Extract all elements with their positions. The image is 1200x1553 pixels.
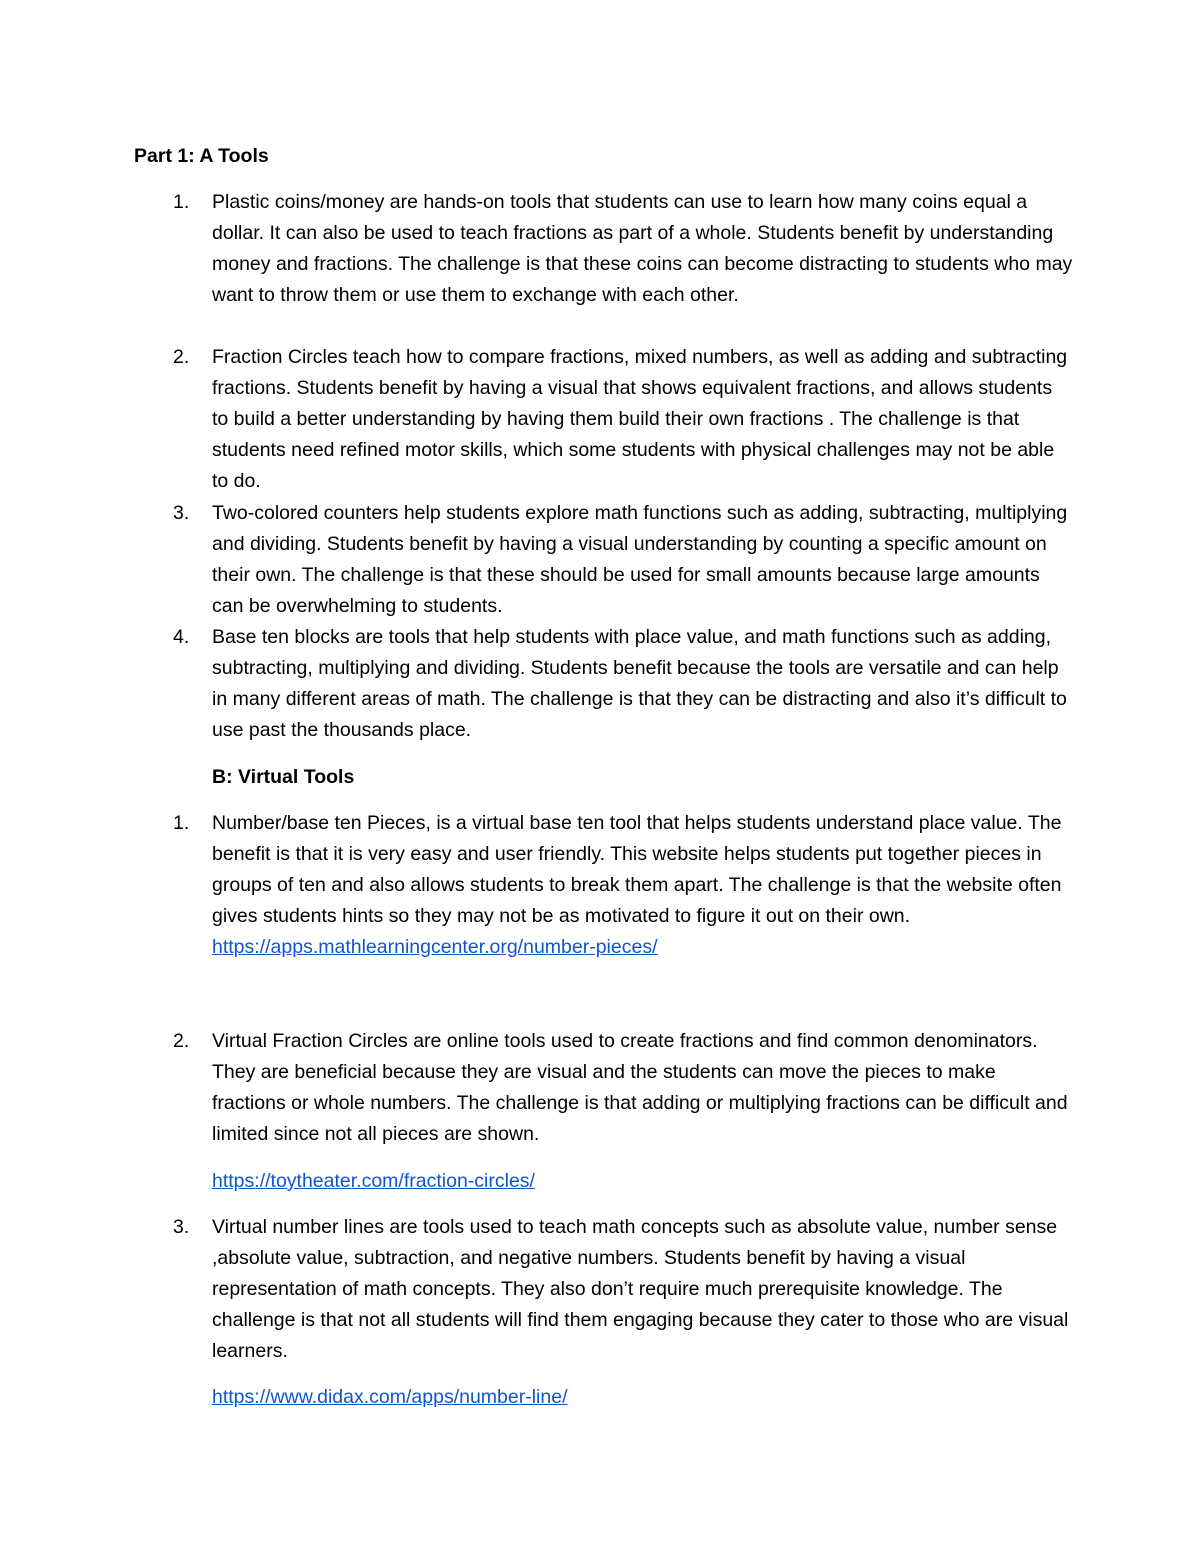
list-item: [173, 1212, 1073, 1367]
fraction-circles-link[interactable]: https://toytheater.com/fraction-circles/: [212, 1170, 535, 1192]
part-b-heading: B: Virtual Tools: [212, 766, 355, 788]
list-item: [173, 622, 1073, 746]
list-number: 1.: [173, 812, 190, 834]
list-number: 3.: [173, 502, 190, 524]
part1-heading: Part 1: A Tools: [134, 145, 269, 167]
list-number: 2.: [173, 346, 190, 368]
fraction-circles-link-line: [212, 1166, 535, 1197]
list-number: 1.: [173, 191, 190, 213]
list-item-text: Two-colored counters help students explore math functions such as adding, subtracting, multiplying and dividing. Students benefit by having a visual understanding by counting a specific amount on their own. The challenge is that these should be used for small amounts because large amounts can be overwhelming to students.: [212, 502, 1068, 617]
number-line-link-line: [212, 1382, 568, 1413]
list-item-text: Plastic coins/money are hands-on tools that students can use to learn how many coins equal a dollar. It can also be used to teach fractions as part of a whole. Students benefit by understanding money and fractions. The challenge is that these coins can become distracting to students who may want to throw them or use them to exchange with each other.: [212, 191, 1073, 306]
number-pieces-link[interactable]: https://apps.mathlearningcenter.org/number-pieces/: [212, 936, 658, 958]
list-item: [173, 187, 1073, 311]
list-item-text: Virtual number lines are tools used to teach math concepts such as absolute value, number sense ,absolute value, subtraction, and negative numbers. Students benefit by having a visual representation of math concepts. They also don’t require much prerequisite knowledge. The challenge is that not all students will find them engaging because they cater to those who are visual learners.: [212, 1216, 1069, 1362]
list-item-text: [212, 808, 1073, 963]
list-number: 4.: [173, 626, 190, 648]
list-item-body: Number/base ten Pieces, is a virtual base ten tool that helps students understand place value. The benefit is that it is very easy and user friendly. This website helps students put together pieces in groups of ten and also allows students to break them apart. The challenge is that the website often gives students hints so they may not be as motivated to figure it out on their own.: [212, 812, 1062, 927]
list-item: [173, 1026, 1073, 1150]
list-item-text: Virtual Fraction Circles are online tools used to create fractions and find common denominators. They are beneficial because they are visual and the students can move the pieces to make fractions or whole numbers. The challenge is that adding or multiplying fractions can be difficult and limited since not all pieces are shown.: [212, 1030, 1068, 1145]
list-item: [173, 498, 1073, 622]
list-item: [173, 808, 1073, 963]
list-item-text: Base ten blocks are tools that help students with place value, and math functions such as adding, subtracting, multiplying and dividing. Students benefit because the tools are versatile and can help in many different areas of math. The challenge is that they can be distracting and also it’s difficult to use past the thousands place.: [212, 626, 1067, 741]
list-number: 3.: [173, 1216, 190, 1238]
list-item: [173, 342, 1073, 497]
list-item-text: Fraction Circles teach how to compare fractions, mixed numbers, as well as adding and subtracting fractions. Students benefit by having a visual that shows equivalent fractions, and allows students to build a better understanding by having them build their own fractions . The challenge is that students need refined motor skills, which some students with physical challenges may not be able to do.: [212, 346, 1068, 492]
number-line-link[interactable]: https://www.didax.com/apps/number-line/: [212, 1386, 568, 1408]
list-number: 2.: [173, 1030, 190, 1052]
